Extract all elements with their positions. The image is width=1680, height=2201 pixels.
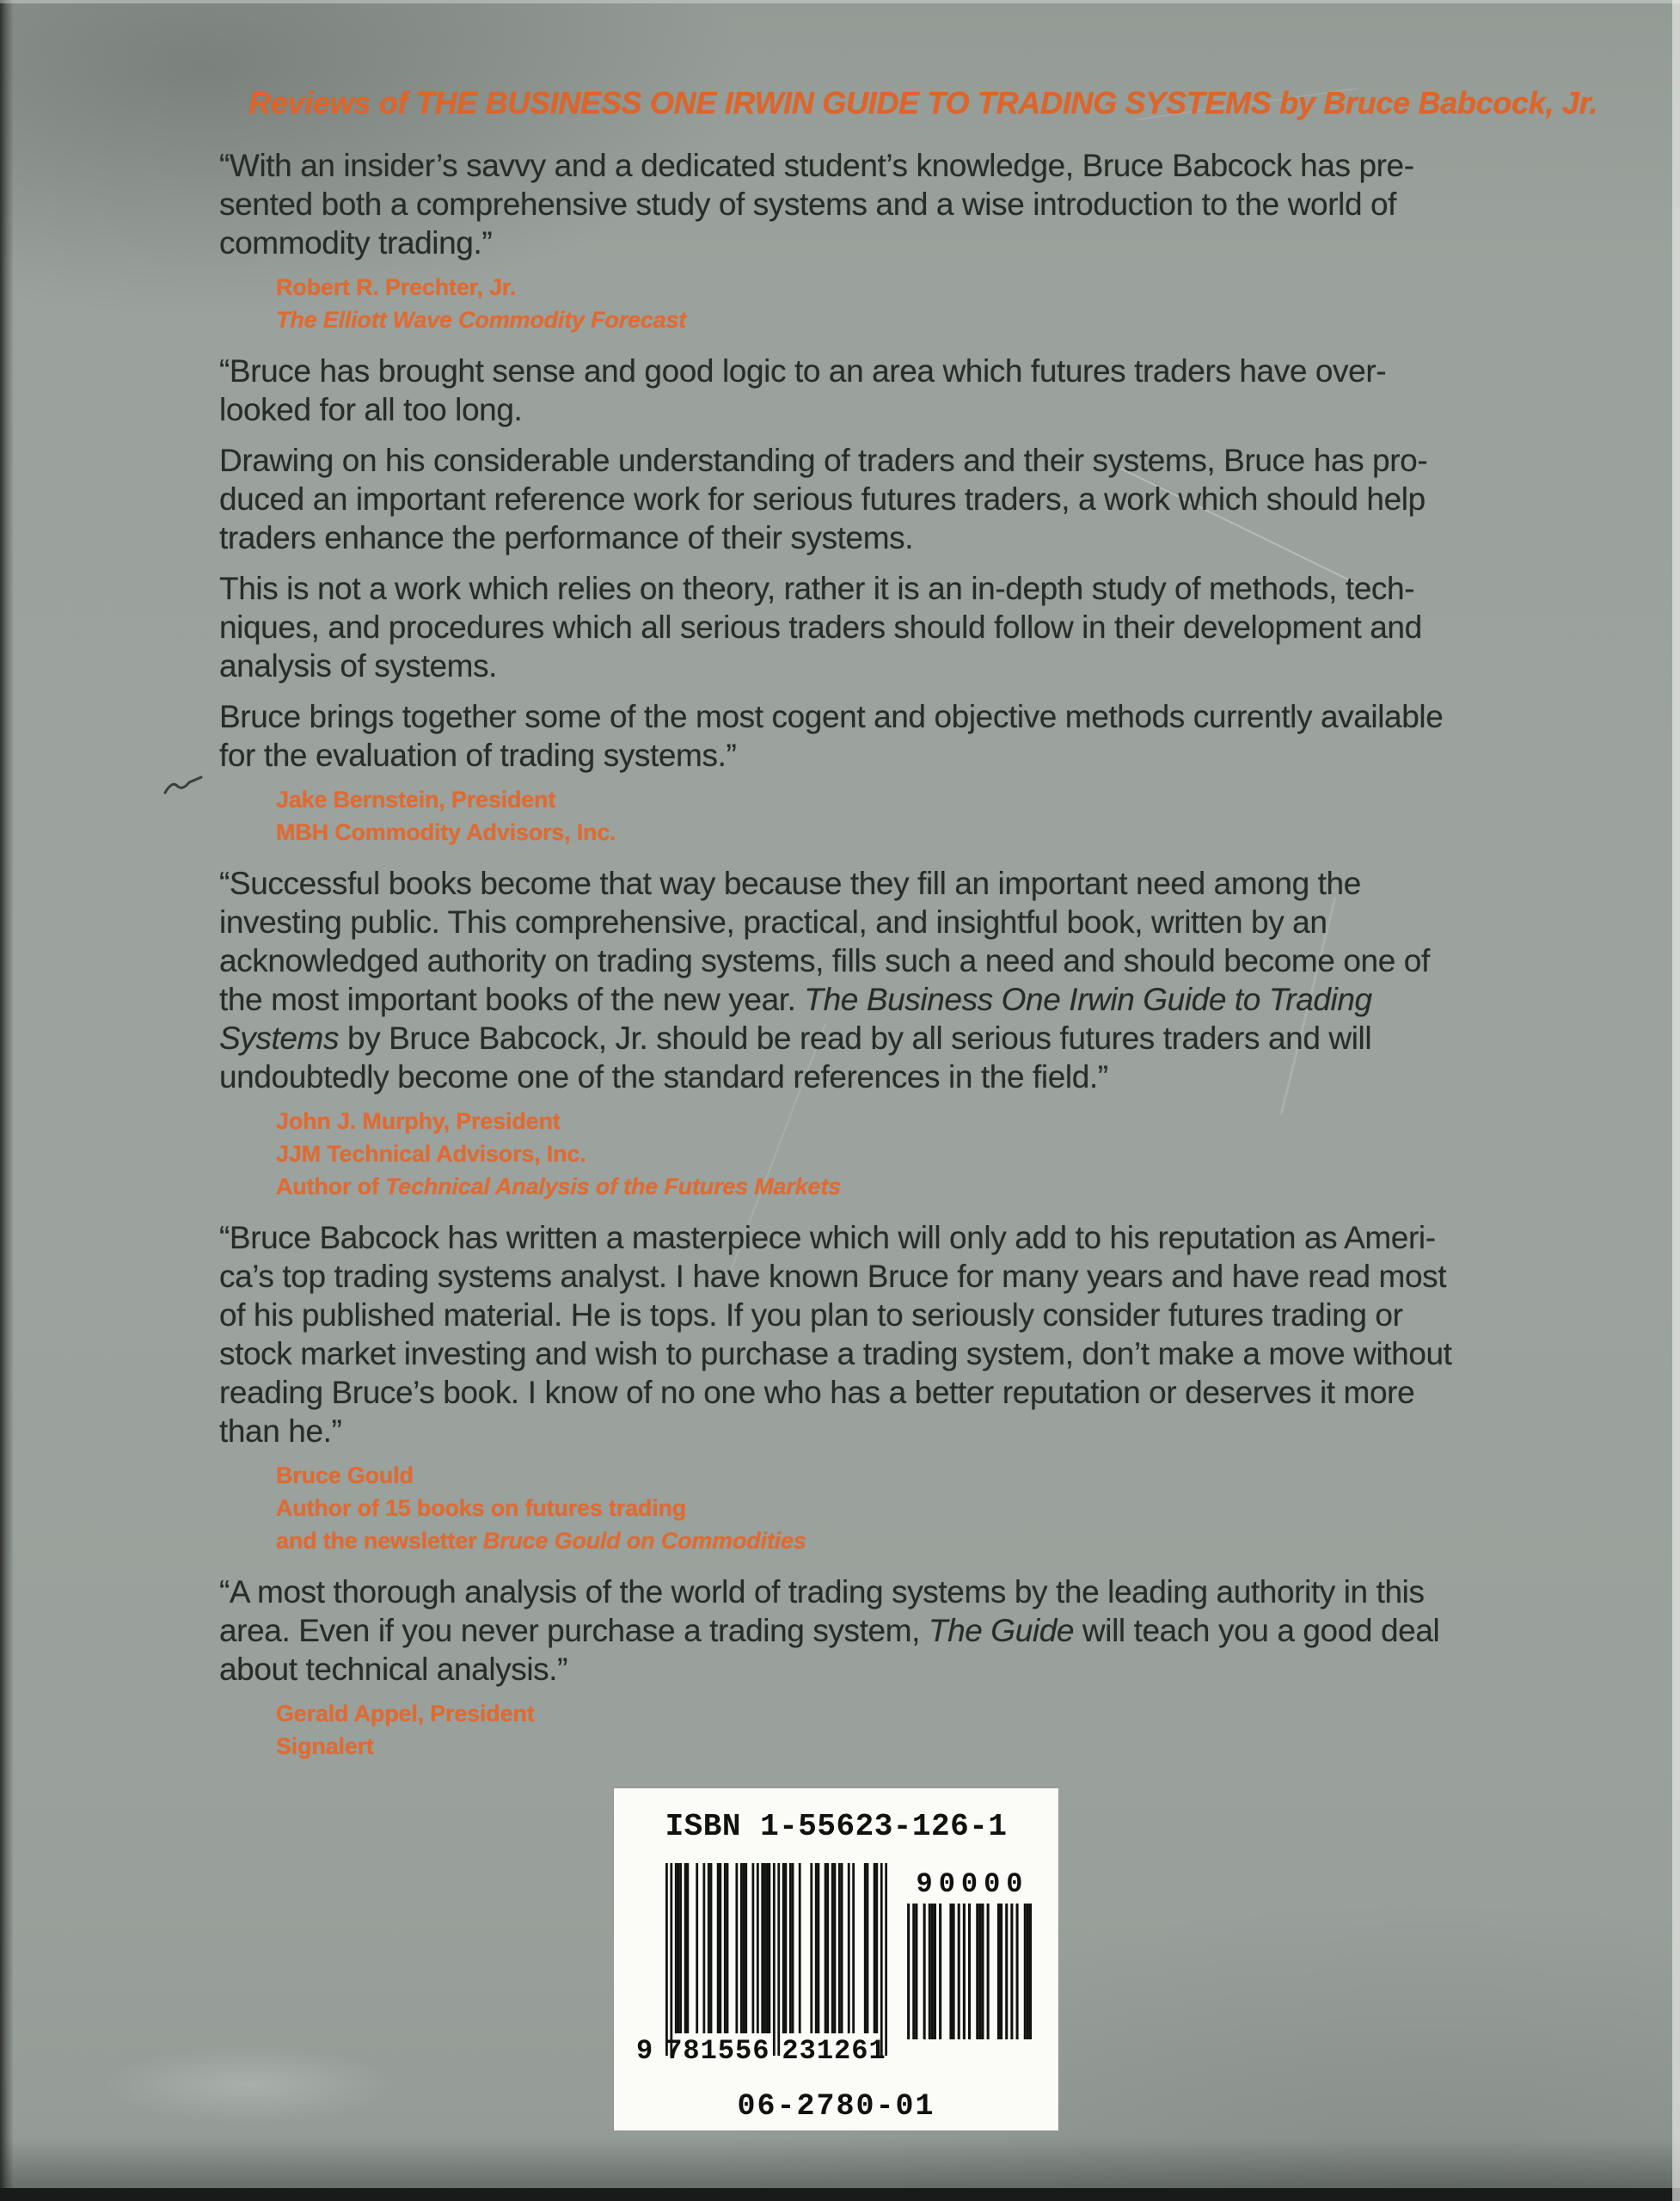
attribution-line: Jake Bernstein, President xyxy=(276,787,556,812)
attribution-line: Bruce Gould xyxy=(276,1462,414,1488)
quote-line: about technical analysis.” xyxy=(219,1652,568,1687)
reviews-heading: Reviews of THE BUSINESS ONE IRWIN GUIDE TO TRADING SYSTEMS by Bruce Babcock, Jr. xyxy=(248,85,1598,120)
quote-block xyxy=(219,1218,1475,1557)
ean-digits xyxy=(636,2035,886,2067)
quote-line: sented both a comprehensive study of systems and a wise introduction to the world of xyxy=(219,187,1397,222)
quote-line: This is not a work which relies on theory, rather it is an in-depth study of methods, tech- xyxy=(219,571,1415,606)
quote-line: Systems by Bruce Babcock, Jr. should be read by all serious futures traders and will xyxy=(219,1021,1372,1056)
quote-line: traders enhance the performance of their systems. xyxy=(219,520,914,555)
quote-block xyxy=(219,352,1475,849)
quote-block xyxy=(219,864,1475,1203)
attribution xyxy=(276,1459,1475,1557)
quote-paragraph xyxy=(219,146,1475,262)
quote-line: looked for all too long. xyxy=(219,392,523,427)
price-addon xyxy=(904,1868,1035,2045)
isbn-number: ISBN 1-55623-126-1 xyxy=(665,1809,1008,1844)
quote-line: area. Even if you never purchase a trading system, The Guide will teach you a good deal xyxy=(219,1613,1440,1648)
quote-paragraph xyxy=(219,1573,1475,1689)
quote-line: investing public. This comprehensive, practical, and insightful book, written by an xyxy=(219,904,1327,940)
quote-line: Bruce brings together some of the most cogent and objective methods currently available xyxy=(219,699,1444,734)
isbn-label-box xyxy=(614,1788,1058,2130)
quote-line: commodity trading.” xyxy=(219,225,493,261)
scan-wear-patch xyxy=(103,2046,395,2124)
ean-group1: 781556 xyxy=(665,2035,770,2067)
quote-line: “Successful books become that way because they fill an important need among the xyxy=(219,866,1361,901)
quote-block xyxy=(219,1573,1475,1763)
quote-paragraph xyxy=(219,569,1475,685)
quote-line: reading Bruce’s book. I know of no one who has a better reputation or deserves it more xyxy=(219,1375,1415,1410)
ink-squiggle-mark xyxy=(163,774,205,803)
attribution-line: Gerald Appel, President xyxy=(276,1701,535,1726)
attribution xyxy=(276,271,1475,336)
attribution-line: Signalert xyxy=(276,1733,374,1759)
quote-line: “With an insider’s savvy and a dedicated student’s knowledge, Bruce Babcock has pre- xyxy=(219,148,1414,183)
attribution-line: MBH Commodity Advisors, Inc. xyxy=(276,819,616,845)
barcode-row xyxy=(636,1863,1058,2067)
bottom-edge-shadow xyxy=(0,2138,1680,2188)
quote-paragraph xyxy=(219,864,1475,1096)
quote-line: duced an important reference work for serious futures traders, a work which should help xyxy=(219,481,1426,517)
addon-code: 90000 xyxy=(916,1868,1029,1900)
attribution xyxy=(276,783,1475,849)
attribution xyxy=(276,1105,1475,1203)
attribution-line: JJM Technical Advisors, Inc. xyxy=(276,1141,586,1167)
quote-block xyxy=(219,146,1475,336)
quote-line: than he.” xyxy=(219,1413,342,1449)
book-bottom-edge xyxy=(0,2188,1680,2201)
book-left-edge xyxy=(0,0,14,2201)
publisher-order-code: 06-2780-01 xyxy=(737,2089,935,2124)
attribution-line: John J. Murphy, President xyxy=(276,1108,561,1134)
scan-right-edge xyxy=(1672,0,1680,2201)
quote-line: the most important books of the new year. The Business One Irwin Guide to Trading xyxy=(219,982,1372,1017)
review-text-column xyxy=(219,85,1598,1778)
attribution-line: Author of Technical Analysis of the Futures Markets xyxy=(276,1174,841,1199)
attribution-line: and the newsletter Bruce Gould on Commodities xyxy=(276,1528,806,1554)
quote-paragraph xyxy=(219,697,1475,775)
ean-group2: 231261 xyxy=(782,2035,886,2067)
ean-lead-digit: 9 xyxy=(636,2035,654,2067)
quote-paragraph xyxy=(219,1218,1475,1450)
quote-paragraph xyxy=(219,441,1475,557)
ean-barcode xyxy=(665,1863,887,2057)
quote-line: for the evaluation of trading systems.” xyxy=(219,738,737,773)
quote-line: of his published material. He is tops. If you plan to seriously consider futures trading or xyxy=(219,1297,1403,1333)
quote-line: “Bruce has brought sense and good logic to an area which futures traders have over- xyxy=(219,353,1387,389)
quote-line: “Bruce Babcock has written a masterpiece which will only add to his reputation as Ameri- xyxy=(219,1220,1436,1255)
attribution-line: Author of 15 books on futures trading xyxy=(276,1495,687,1521)
attribution-line: The Elliott Wave Commodity Forecast xyxy=(276,307,687,333)
quotes-list xyxy=(219,146,1475,1763)
quote-line: ca’s top trading systems analyst. I have known Bruce for many years and have read most xyxy=(219,1259,1447,1294)
quote-line: analysis of systems. xyxy=(219,648,498,684)
attribution xyxy=(276,1697,1475,1763)
quote-line: niques, and procedures which all serious traders should follow in their development and xyxy=(219,610,1422,645)
scan-top-edge xyxy=(0,0,1680,3)
addon-barcode xyxy=(904,1904,1032,2041)
quote-line: undoubtedly become one of the standard references in the field.” xyxy=(219,1059,1108,1094)
quote-line: stock market investing and wish to purchase a trading system, don’t make a move without xyxy=(219,1336,1452,1371)
quote-line: Drawing on his considerable understanding of traders and their systems, Bruce has pro- xyxy=(219,443,1428,478)
quote-line: “A most thorough analysis of the world of trading systems by the leading authority in this xyxy=(219,1574,1425,1609)
quote-line: acknowledged authority on trading systems, fills such a need and should become one of xyxy=(219,943,1430,978)
quote-paragraph xyxy=(219,352,1475,429)
attribution-line: Robert R. Prechter, Jr. xyxy=(276,274,517,300)
